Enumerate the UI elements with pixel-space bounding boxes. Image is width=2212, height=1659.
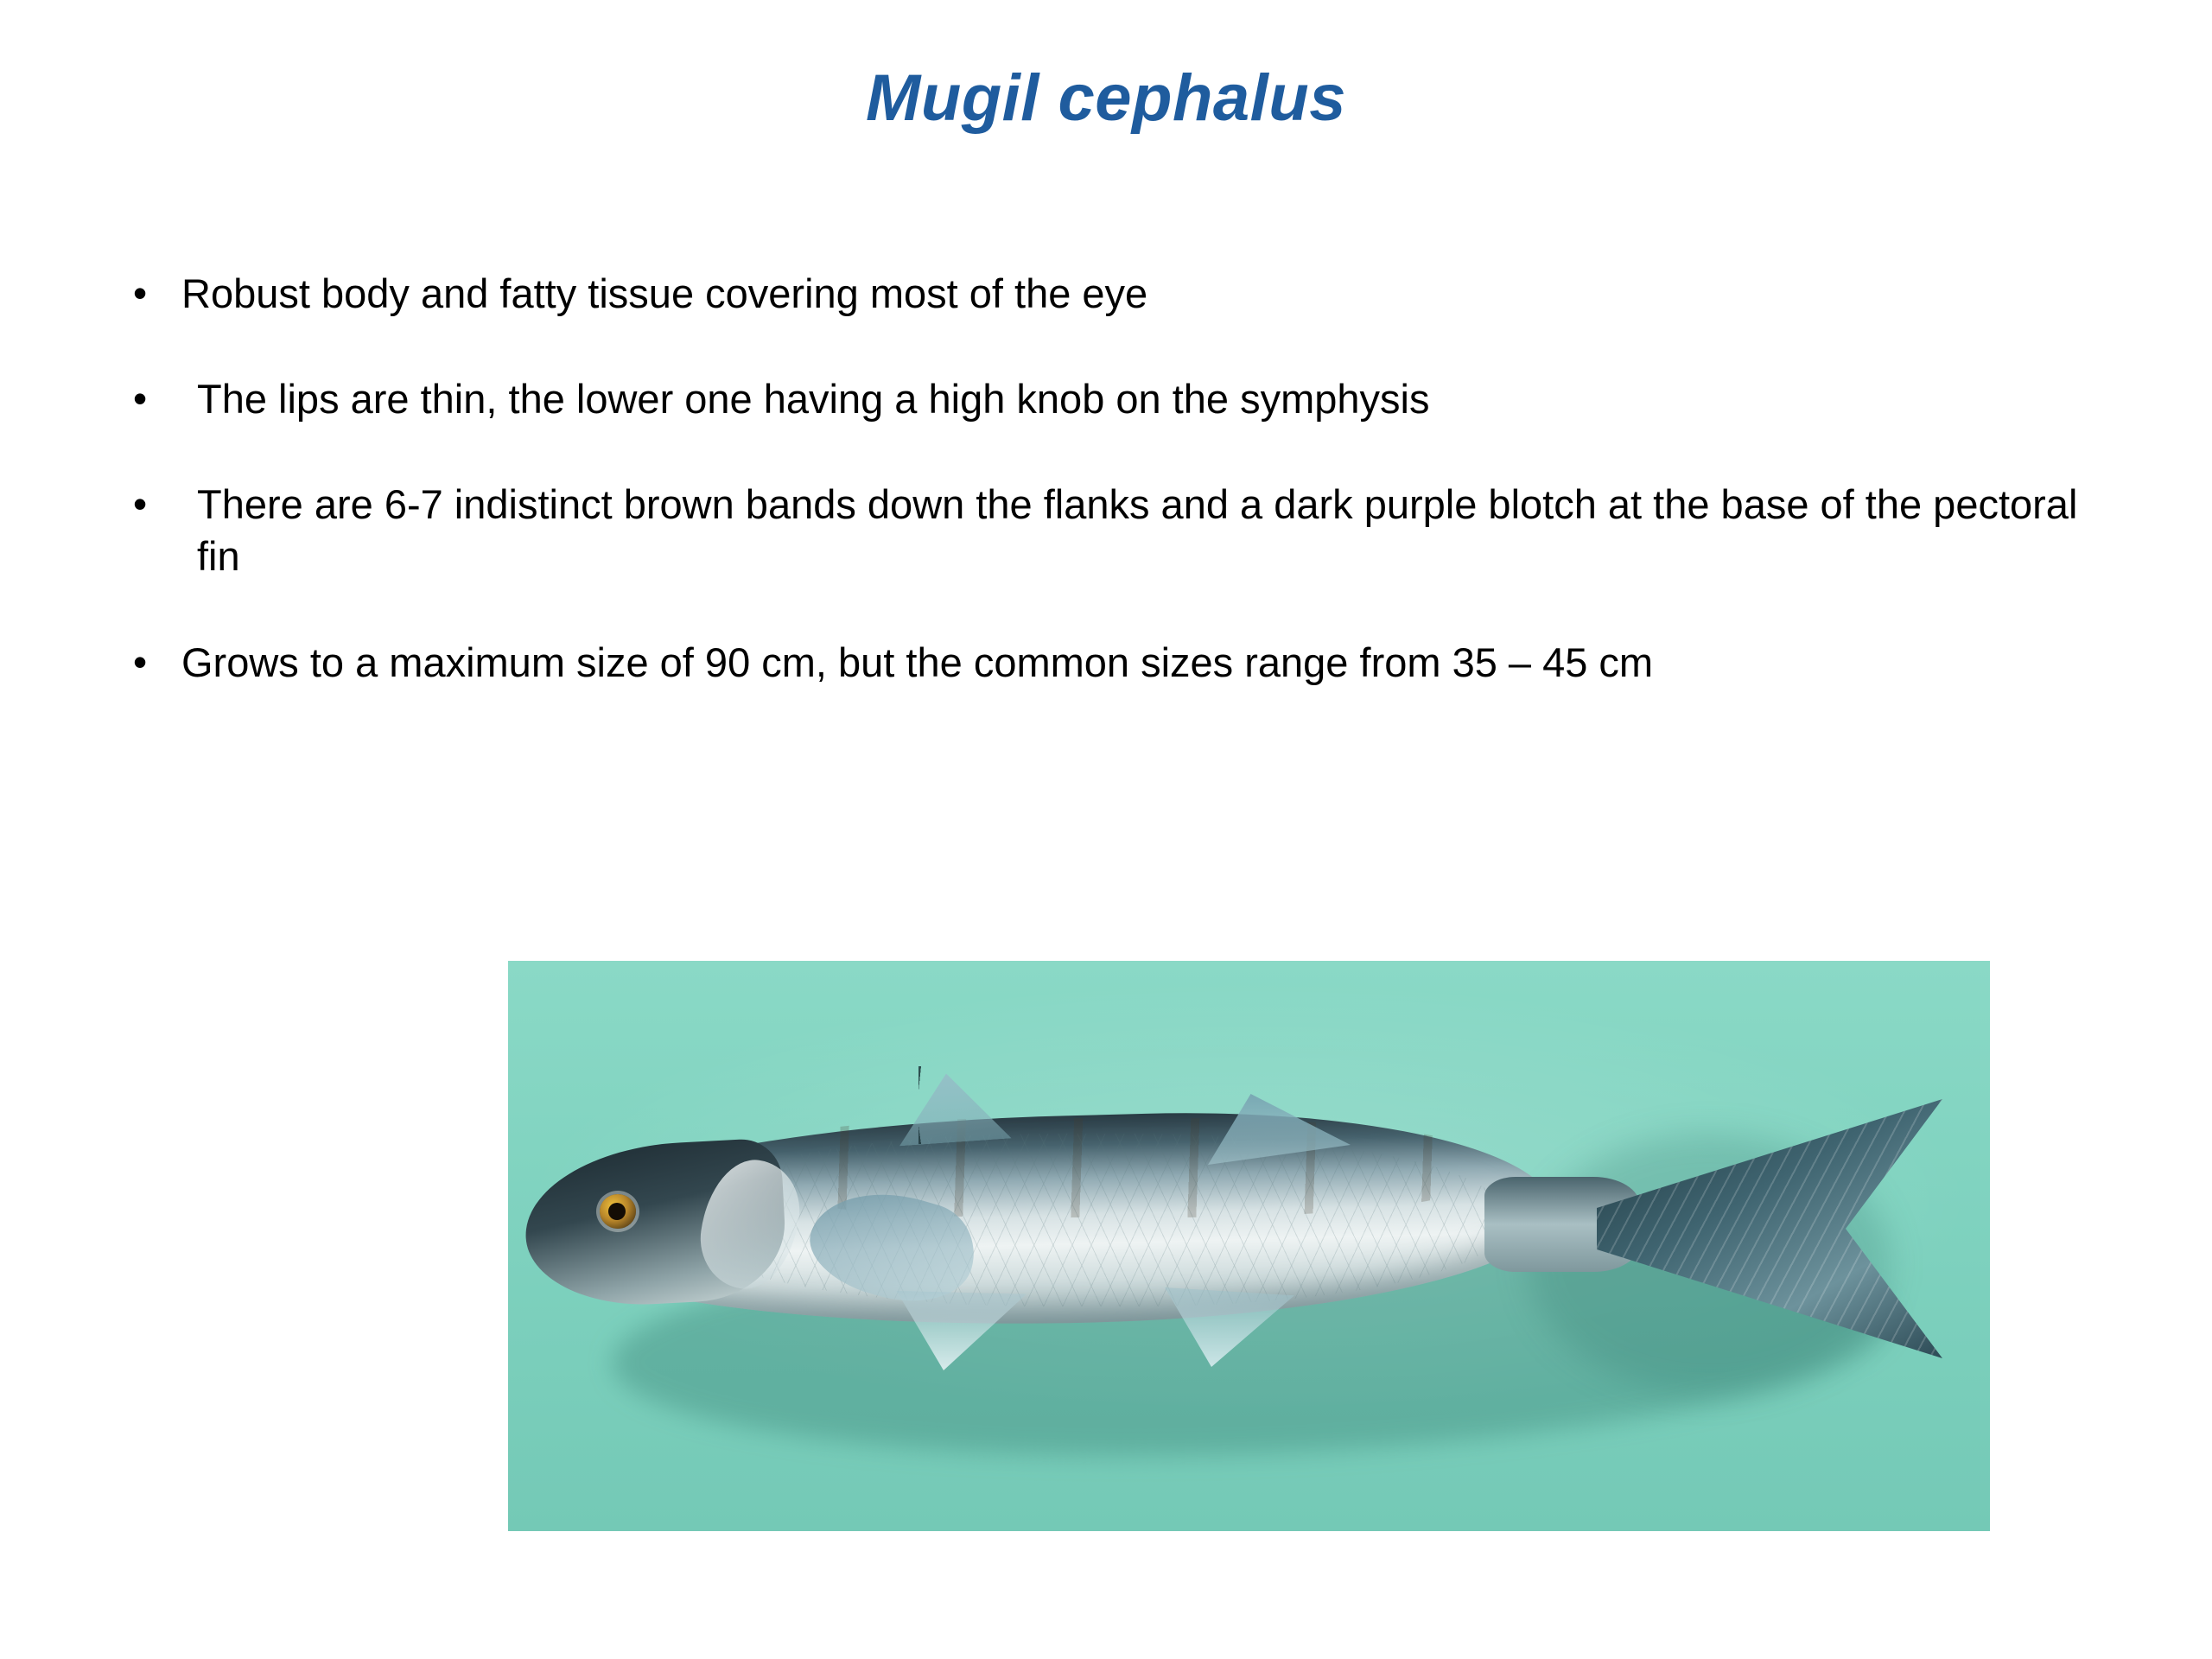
bullet-text: Robust body and fatty tissue covering most of the eye — [181, 270, 1148, 316]
fish-caudal-fin-rays — [1597, 1099, 1942, 1358]
list-item — [121, 268, 2108, 320]
bullet-text: There are 6-7 indistinct brown bands down the flanks and a dark purple blotch at the base of the pectoral fin — [197, 481, 2078, 580]
fish-dorsal-spines — [918, 1066, 1014, 1144]
bullet-marker-icon: • — [133, 639, 148, 684]
list-item — [121, 479, 2108, 582]
list-item — [121, 637, 2108, 689]
page-title: Mugil cephalus — [866, 61, 1346, 135]
bullet-marker-icon: • — [133, 481, 148, 527]
list-item — [121, 373, 2108, 425]
fish-illustration — [525, 1065, 1960, 1427]
bullet-text: Grows to a maximum size of 90 cm, but the common sizes range from 35 – 45 cm — [181, 639, 1654, 685]
fish-photo — [508, 961, 1990, 1531]
bullet-marker-icon: • — [133, 270, 148, 315]
bullet-list — [121, 268, 2108, 742]
fish-anal-fin — [1165, 1287, 1294, 1367]
fish-pupil — [608, 1203, 626, 1220]
bullet-text: The lips are thin, the lower one having a high knob on the symphysis — [197, 376, 1430, 423]
fish-pelvic-fin — [888, 1291, 1027, 1370]
bullet-marker-icon: • — [133, 376, 148, 422]
